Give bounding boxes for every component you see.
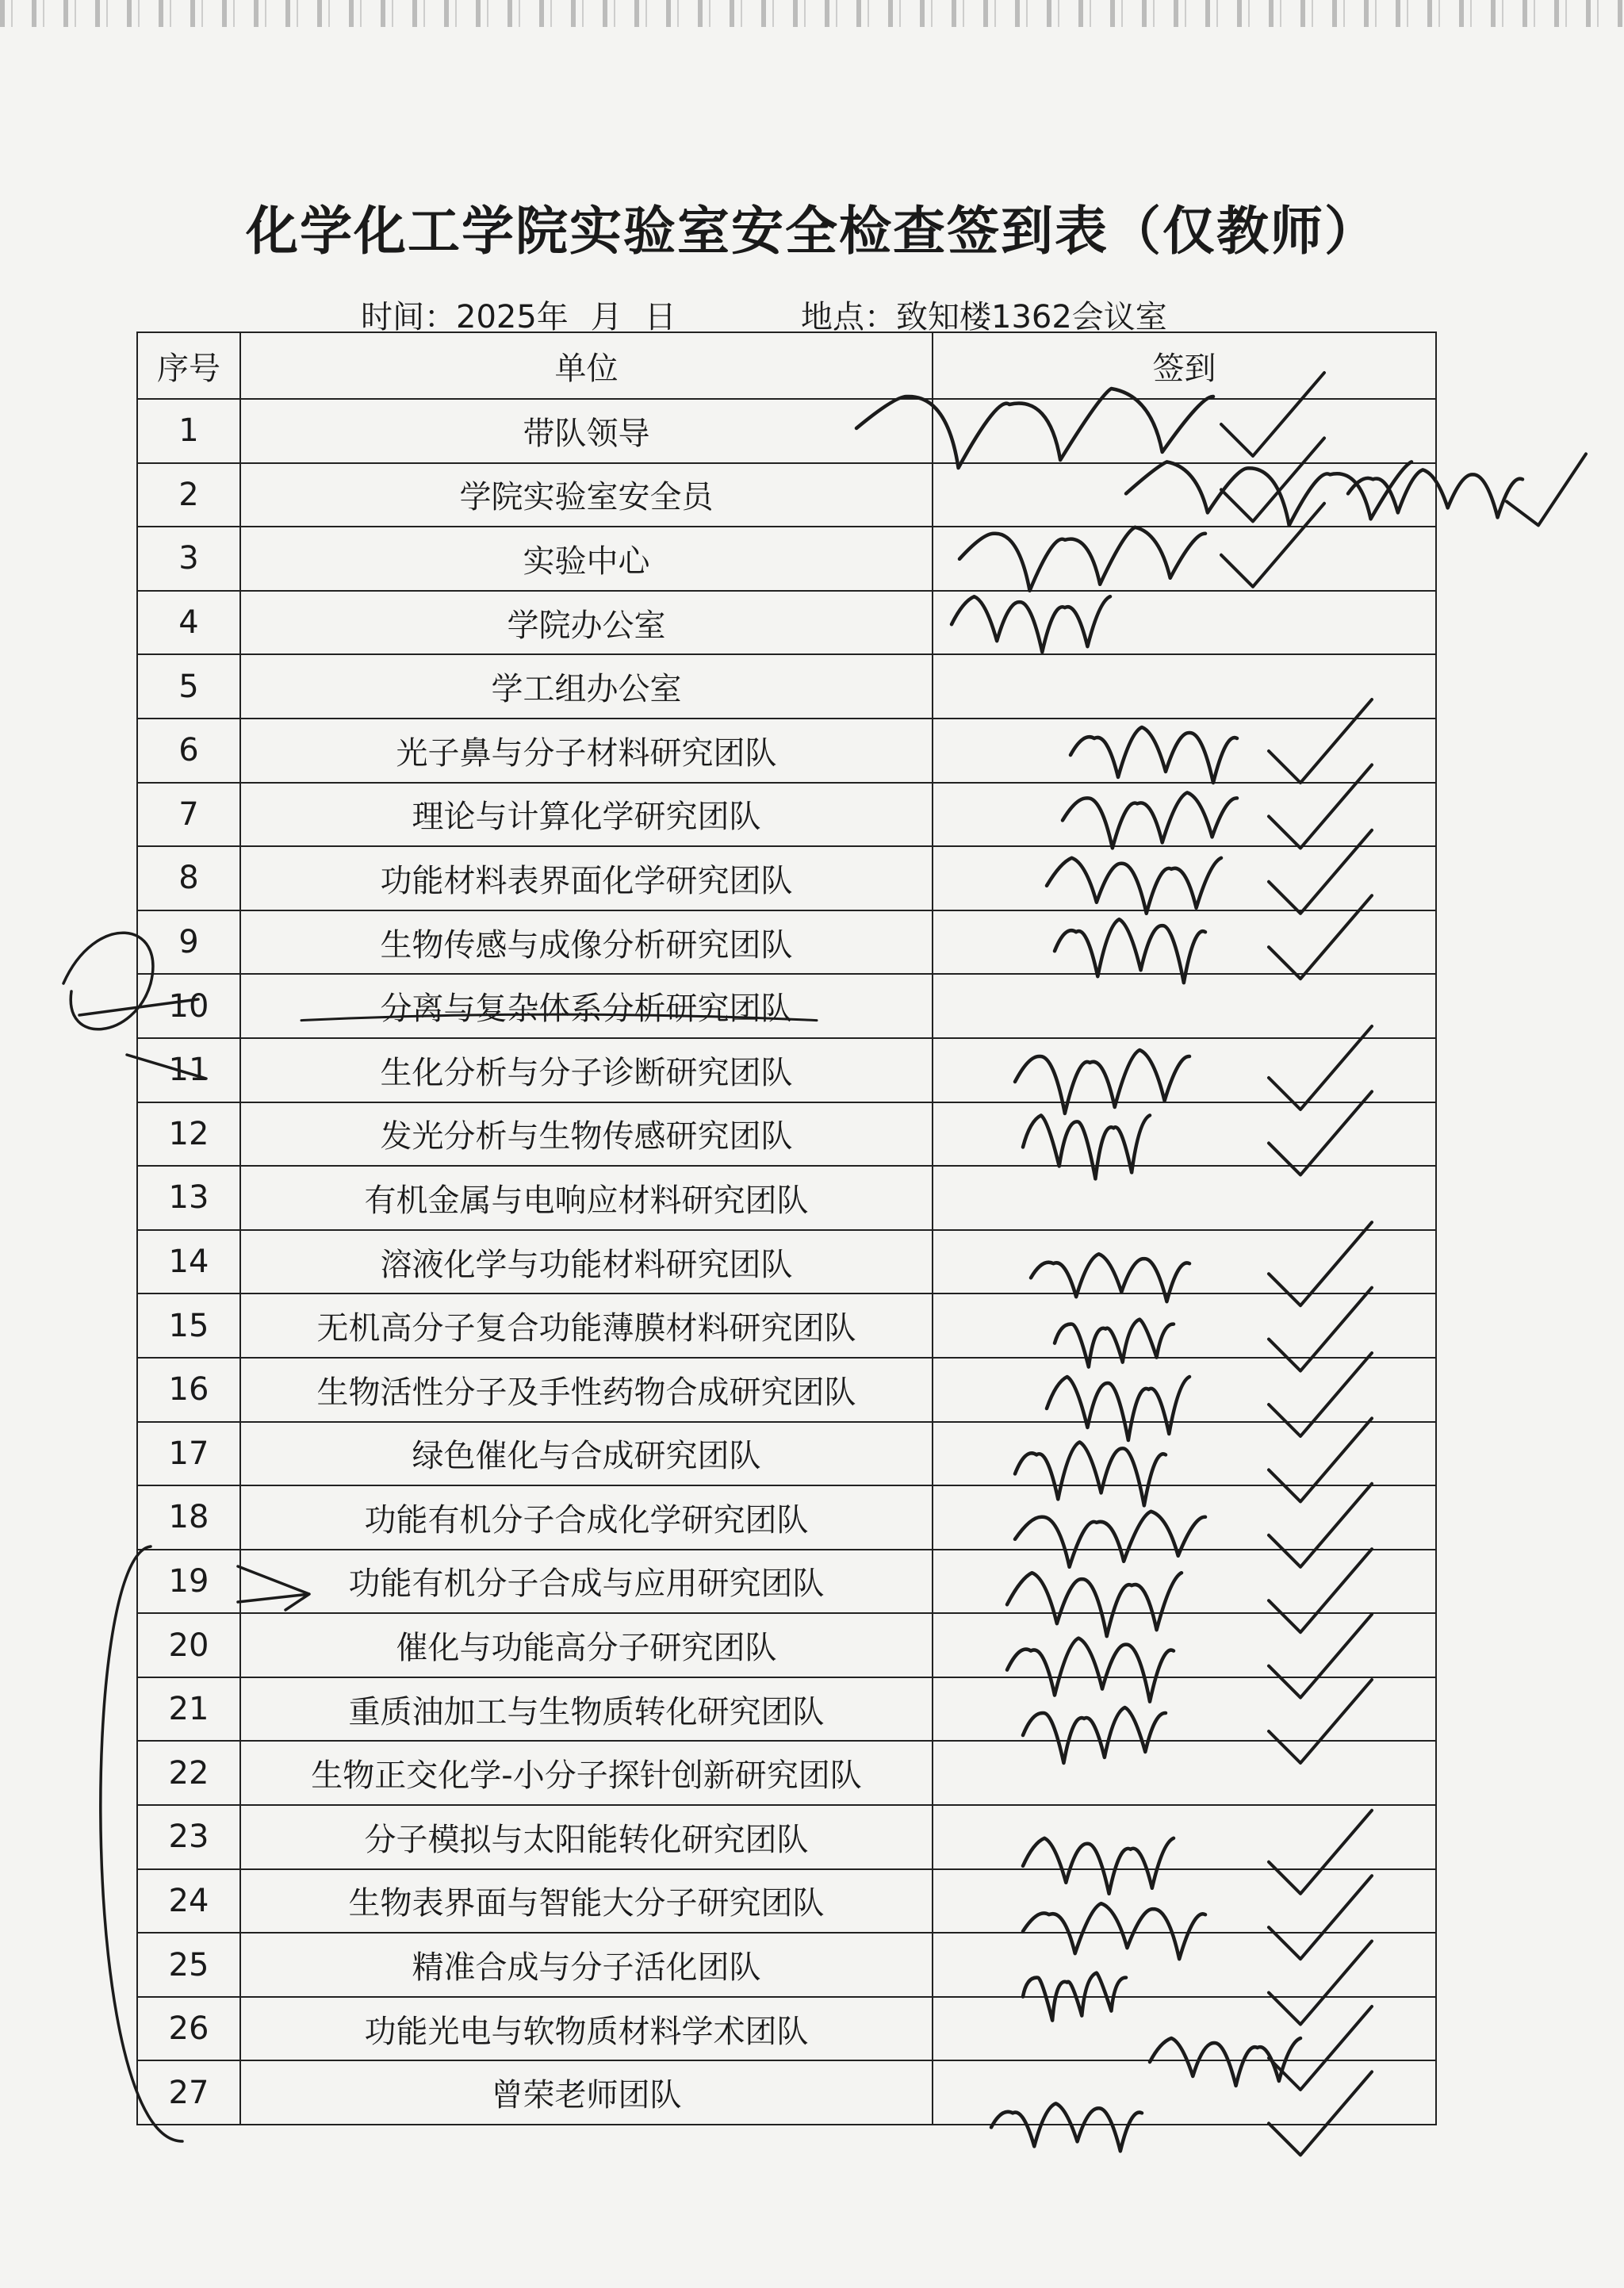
- table-row: [137, 1805, 1436, 1869]
- table-row: [137, 719, 1436, 783]
- table-row: [137, 1166, 1436, 1230]
- row-signature-cell: [933, 719, 1436, 783]
- row-unit: 溶液化学与功能材料研究团队: [240, 1230, 933, 1294]
- row-number: 17: [137, 1422, 240, 1486]
- row-unit: 分离与复杂体系分析研究团队: [240, 974, 933, 1038]
- meeting-place: 地点：致知楼1362会议室: [801, 299, 1167, 335]
- row-signature-cell: [933, 910, 1436, 975]
- table-row: [137, 1422, 1436, 1486]
- row-signature-cell: [933, 1102, 1436, 1167]
- row-unit: 学院实验室安全员: [240, 463, 933, 527]
- row-number: 12: [137, 1102, 240, 1167]
- row-number: 8: [137, 846, 240, 910]
- row-signature-cell: [933, 1869, 1436, 1933]
- table-row: [137, 1485, 1436, 1550]
- row-signature-cell: [933, 2060, 1436, 2125]
- row-unit: 功能光电与软物质材料学术团队: [240, 1997, 933, 2061]
- row-unit: 学工组办公室: [240, 654, 933, 719]
- row-signature-cell: [933, 591, 1436, 655]
- row-unit: 无机高分子复合功能薄膜材料研究团队: [240, 1293, 933, 1358]
- table-row: [137, 910, 1436, 975]
- table-row: [137, 1550, 1436, 1614]
- row-number: 4: [137, 591, 240, 655]
- row-number: 14: [137, 1230, 240, 1294]
- row-signature-cell: [933, 1358, 1436, 1422]
- row-unit: 催化与功能高分子研究团队: [240, 1613, 933, 1677]
- row-number: 22: [137, 1741, 240, 1805]
- row-number: 24: [137, 1869, 240, 1933]
- table-row: [137, 974, 1436, 1038]
- row-signature-cell: [933, 1166, 1436, 1230]
- row-unit: 重质油加工与生物质转化研究团队: [240, 1677, 933, 1742]
- row-number: 16: [137, 1358, 240, 1422]
- row-unit: 生物活性分子及手性药物合成研究团队: [240, 1358, 933, 1422]
- meeting-time: [361, 292, 699, 337]
- table-row: [137, 591, 1436, 655]
- scan-edge-noise: [0, 0, 1624, 27]
- row-number: 7: [137, 783, 240, 847]
- row-unit: 生化分析与分子诊断研究团队: [240, 1038, 933, 1102]
- row-signature-cell: [933, 1997, 1436, 2061]
- table-row: [137, 2060, 1436, 2125]
- row-number: 25: [137, 1933, 240, 1997]
- day-label: 日: [644, 299, 676, 335]
- check-mark: [1507, 454, 1586, 525]
- row-signature-cell: [933, 846, 1436, 910]
- row-signature-cell: [933, 654, 1436, 719]
- row-number: 1: [137, 399, 240, 463]
- row-unit: 有机金属与电响应材料研究团队: [240, 1166, 933, 1230]
- row-unit: 分子模拟与太阳能转化研究团队: [240, 1805, 933, 1869]
- header-sign: 签到: [933, 332, 1436, 399]
- row-number: 21: [137, 1677, 240, 1742]
- table-row: [137, 399, 1436, 463]
- month-label: 月: [590, 299, 622, 335]
- table-row: [137, 1358, 1436, 1422]
- row-unit: 实验中心: [240, 527, 933, 591]
- row-unit: 绿色催化与合成研究团队: [240, 1422, 933, 1486]
- row-signature-cell: [933, 399, 1436, 463]
- row-number: 11: [137, 1038, 240, 1102]
- row-unit: 发光分析与生物传感研究团队: [240, 1102, 933, 1167]
- row-number: 10: [137, 974, 240, 1038]
- row-unit: 生物正交化学-小分子探针创新研究团队: [240, 1741, 933, 1805]
- row-unit: 功能有机分子合成化学研究团队: [240, 1485, 933, 1550]
- row-number: 20: [137, 1613, 240, 1677]
- table-row: [137, 1869, 1436, 1933]
- row-number: 26: [137, 1997, 240, 2061]
- row-unit: 生物表界面与智能大分子研究团队: [240, 1869, 933, 1933]
- table-row: [137, 1677, 1436, 1742]
- table-row: [137, 1997, 1436, 2061]
- row-number: 5: [137, 654, 240, 719]
- table-row: [137, 463, 1436, 527]
- row-signature-cell: [933, 783, 1436, 847]
- row-number: 3: [137, 527, 240, 591]
- row-number: 19: [137, 1550, 240, 1614]
- table-row: [137, 1741, 1436, 1805]
- row-number: 9: [137, 910, 240, 975]
- row-number: 6: [137, 719, 240, 783]
- table-row: [137, 846, 1436, 910]
- row-number: 23: [137, 1805, 240, 1869]
- header-no: 序号: [137, 332, 240, 399]
- page-title: 化学化工学院实验室安全检查签到表（仅教师）: [246, 200, 1378, 262]
- row-unit: 理论与计算化学研究团队: [240, 783, 933, 847]
- table-row: [137, 527, 1436, 591]
- row-signature-cell: [933, 1741, 1436, 1805]
- table-row: [137, 1613, 1436, 1677]
- table-row: [137, 1230, 1436, 1294]
- row-number: 13: [137, 1166, 240, 1230]
- table-row: [137, 1038, 1436, 1102]
- row-number: 15: [137, 1293, 240, 1358]
- table-row: [137, 1293, 1436, 1358]
- table-row: [137, 1102, 1436, 1167]
- header-unit: 单位: [240, 332, 933, 399]
- table-row: [137, 654, 1436, 719]
- row-signature-cell: [933, 527, 1436, 591]
- sign-in-table: [136, 332, 1437, 2125]
- row-signature-cell: [933, 1038, 1436, 1102]
- row-number: 2: [137, 463, 240, 527]
- table-row: [137, 1933, 1436, 1997]
- row-unit: 功能材料表界面化学研究团队: [240, 846, 933, 910]
- row-signature-cell: [933, 1613, 1436, 1677]
- row-signature-cell: [933, 1805, 1436, 1869]
- row-signature-cell: [933, 463, 1436, 527]
- row-number: 27: [137, 2060, 240, 2125]
- row-signature-cell: [933, 1933, 1436, 1997]
- row-unit: 曾荣老师团队: [240, 2060, 933, 2125]
- table-header-row: [137, 332, 1436, 399]
- row-unit: 精准合成与分子活化团队: [240, 1933, 933, 1997]
- row-unit: 带队领导: [240, 399, 933, 463]
- row-signature-cell: [933, 974, 1436, 1038]
- row-signature-cell: [933, 1550, 1436, 1614]
- row-unit: 生物传感与成像分析研究团队: [240, 910, 933, 975]
- row-unit: 学院办公室: [240, 591, 933, 655]
- table-body: [137, 399, 1436, 2125]
- row-unit: 光子鼻与分子材料研究团队: [240, 719, 933, 783]
- row-signature-cell: [933, 1485, 1436, 1550]
- time-label: 时间：2025年: [361, 299, 569, 335]
- table-row: [137, 783, 1436, 847]
- row-signature-cell: [933, 1293, 1436, 1358]
- row-signature-cell: [933, 1422, 1436, 1486]
- row-number: 18: [137, 1485, 240, 1550]
- row-signature-cell: [933, 1230, 1436, 1294]
- row-unit: 功能有机分子合成与应用研究团队: [240, 1550, 933, 1614]
- row-signature-cell: [933, 1677, 1436, 1742]
